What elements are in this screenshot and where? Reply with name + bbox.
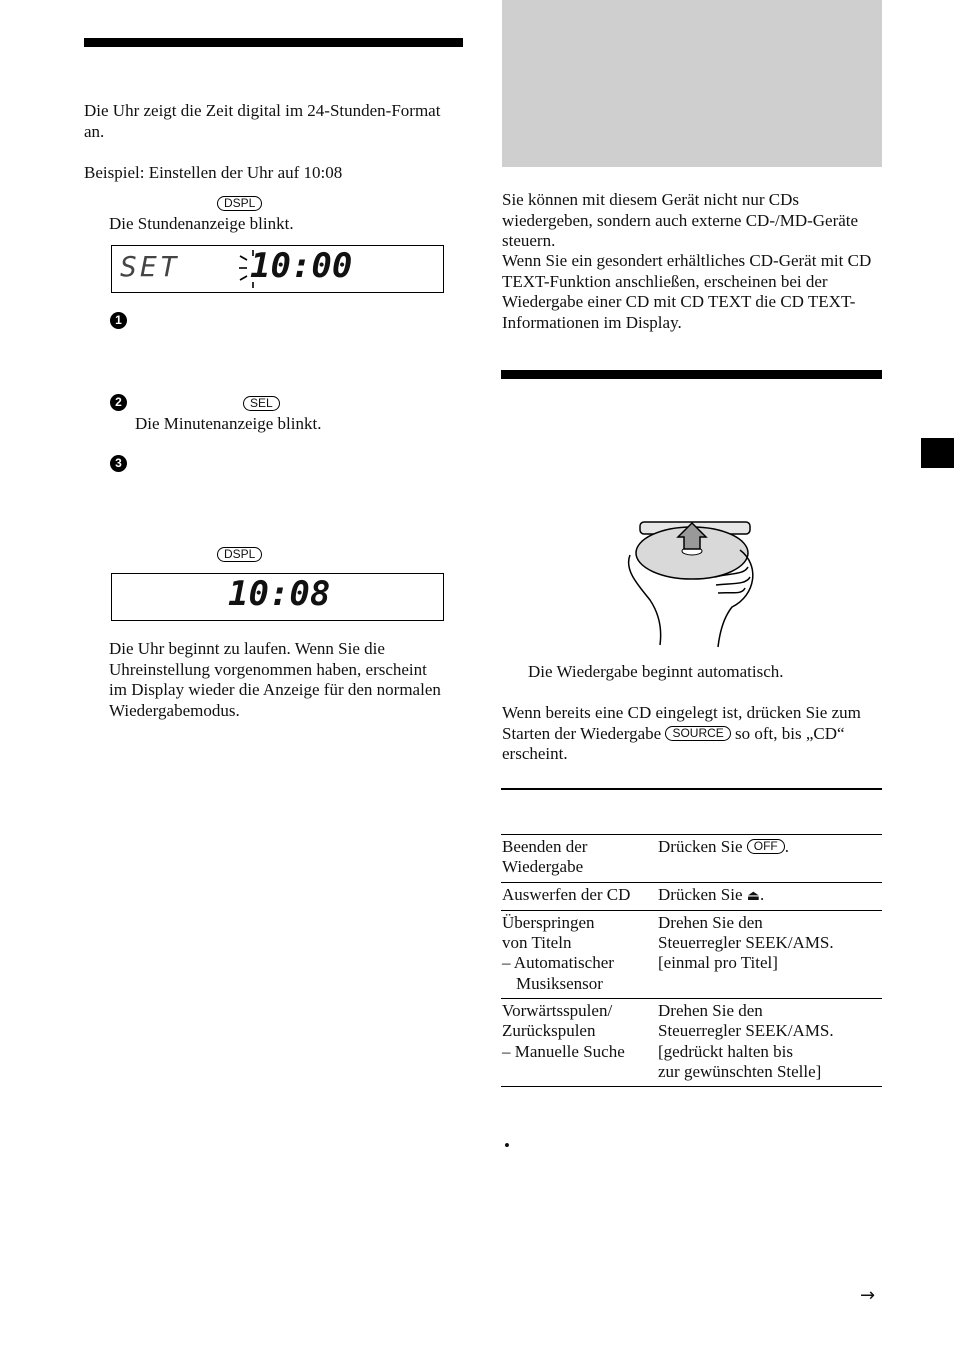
step-2-badge: 2 xyxy=(110,394,127,411)
lcd-time-hour: 10:00 xyxy=(250,246,353,286)
op-how: Drücken Sie ⏏. xyxy=(657,882,882,910)
hour-blinks-text: Die Stundenanzeige blinkt. xyxy=(109,214,294,233)
op-how: Drehen Sie den Steuerregler SEEK/AMS. [einmal pro Titel] xyxy=(657,910,882,998)
minute-blinks-text: Die Minutenanzeige blinkt. xyxy=(135,414,322,433)
lcd-time-final: 10:08 xyxy=(228,574,331,614)
table-row xyxy=(501,835,882,883)
header-gray-panel xyxy=(502,0,882,167)
table-row xyxy=(501,882,882,910)
continue-arrow-icon: → xyxy=(860,1285,876,1306)
cd-insert-illustration xyxy=(620,515,770,650)
lcd-set-label: SET xyxy=(120,250,180,283)
clock-intro: Die Uhr zeigt die Zeit digital im 24-Stunden-Format an. xyxy=(84,101,441,141)
step-3-badge: 3 xyxy=(110,455,127,472)
cd-inserted-paragraph xyxy=(502,703,882,765)
section-rule-right xyxy=(501,370,882,379)
lcd-display-time xyxy=(111,573,444,621)
op-action: Überspringen von Titeln – Automatischer Musiksensor xyxy=(501,910,657,998)
op-action: Beenden der Wiedergabe xyxy=(501,835,657,883)
off-key: OFF xyxy=(747,839,785,854)
section-rule-left xyxy=(84,38,463,47)
table-heading-rule xyxy=(501,788,882,790)
cd-inserted-text-b: so oft, bis „CD“ erscheint. xyxy=(502,723,845,763)
table-row xyxy=(501,910,882,998)
cd-intro-p1: Sie können mit diesem Gerät nicht nur CDs wiedergeben, sondern auch externe CD-/MD-Geräte steuern. xyxy=(502,190,859,250)
cd-intro-p2: Wenn Sie ein gesondert erhältliches CD-Gerät mit CD TEXT-Funktion anschließen, erscheinen bei der Wiedergabe einer CD mit CD TEXT die CD TEXT-Informationen im Display. xyxy=(502,251,872,332)
operations-table xyxy=(501,834,882,1087)
op-how: Drücken Sie OFF . xyxy=(657,835,882,883)
source-key: SOURCE xyxy=(665,726,730,741)
clock-example: Beispiel: Einstellen der Uhr auf 10:08 xyxy=(84,163,343,182)
playback-auto-text: Die Wiedergabe beginnt automatisch. xyxy=(528,662,784,681)
op-action: Vorwärtsspulen/ Zurückspulen – Manuelle Suche xyxy=(501,999,657,1087)
dspl-key-2: DSPL xyxy=(217,547,262,562)
chapter-tab-marker xyxy=(921,438,954,468)
cd-inserted-text-a: Wenn bereits eine CD eingelegt ist, drücken Sie zum Starten der Wiedergabe xyxy=(502,703,861,743)
bullet-mark: • xyxy=(504,1136,510,1155)
op-action: Auswerfen der CD xyxy=(501,882,657,910)
step-1-badge: 1 xyxy=(110,312,127,329)
lcd-display-set xyxy=(111,245,444,293)
dspl-key-1: DSPL xyxy=(217,196,262,211)
op-how: Drehen Sie den Steuerregler SEEK/AMS. [gedrückt halten bis zur gewünschten Stelle] xyxy=(657,999,882,1087)
clock-runs-text: Die Uhr beginnt zu laufen. Wenn Sie die Uhreinstellung vorgenommen haben, erscheint im Display wieder die Anzeige für den normalen Wiedergabemodus. xyxy=(109,639,441,720)
sel-key: SEL xyxy=(243,396,280,411)
table-row xyxy=(501,999,882,1087)
eject-icon: ⏏ xyxy=(746,887,760,904)
